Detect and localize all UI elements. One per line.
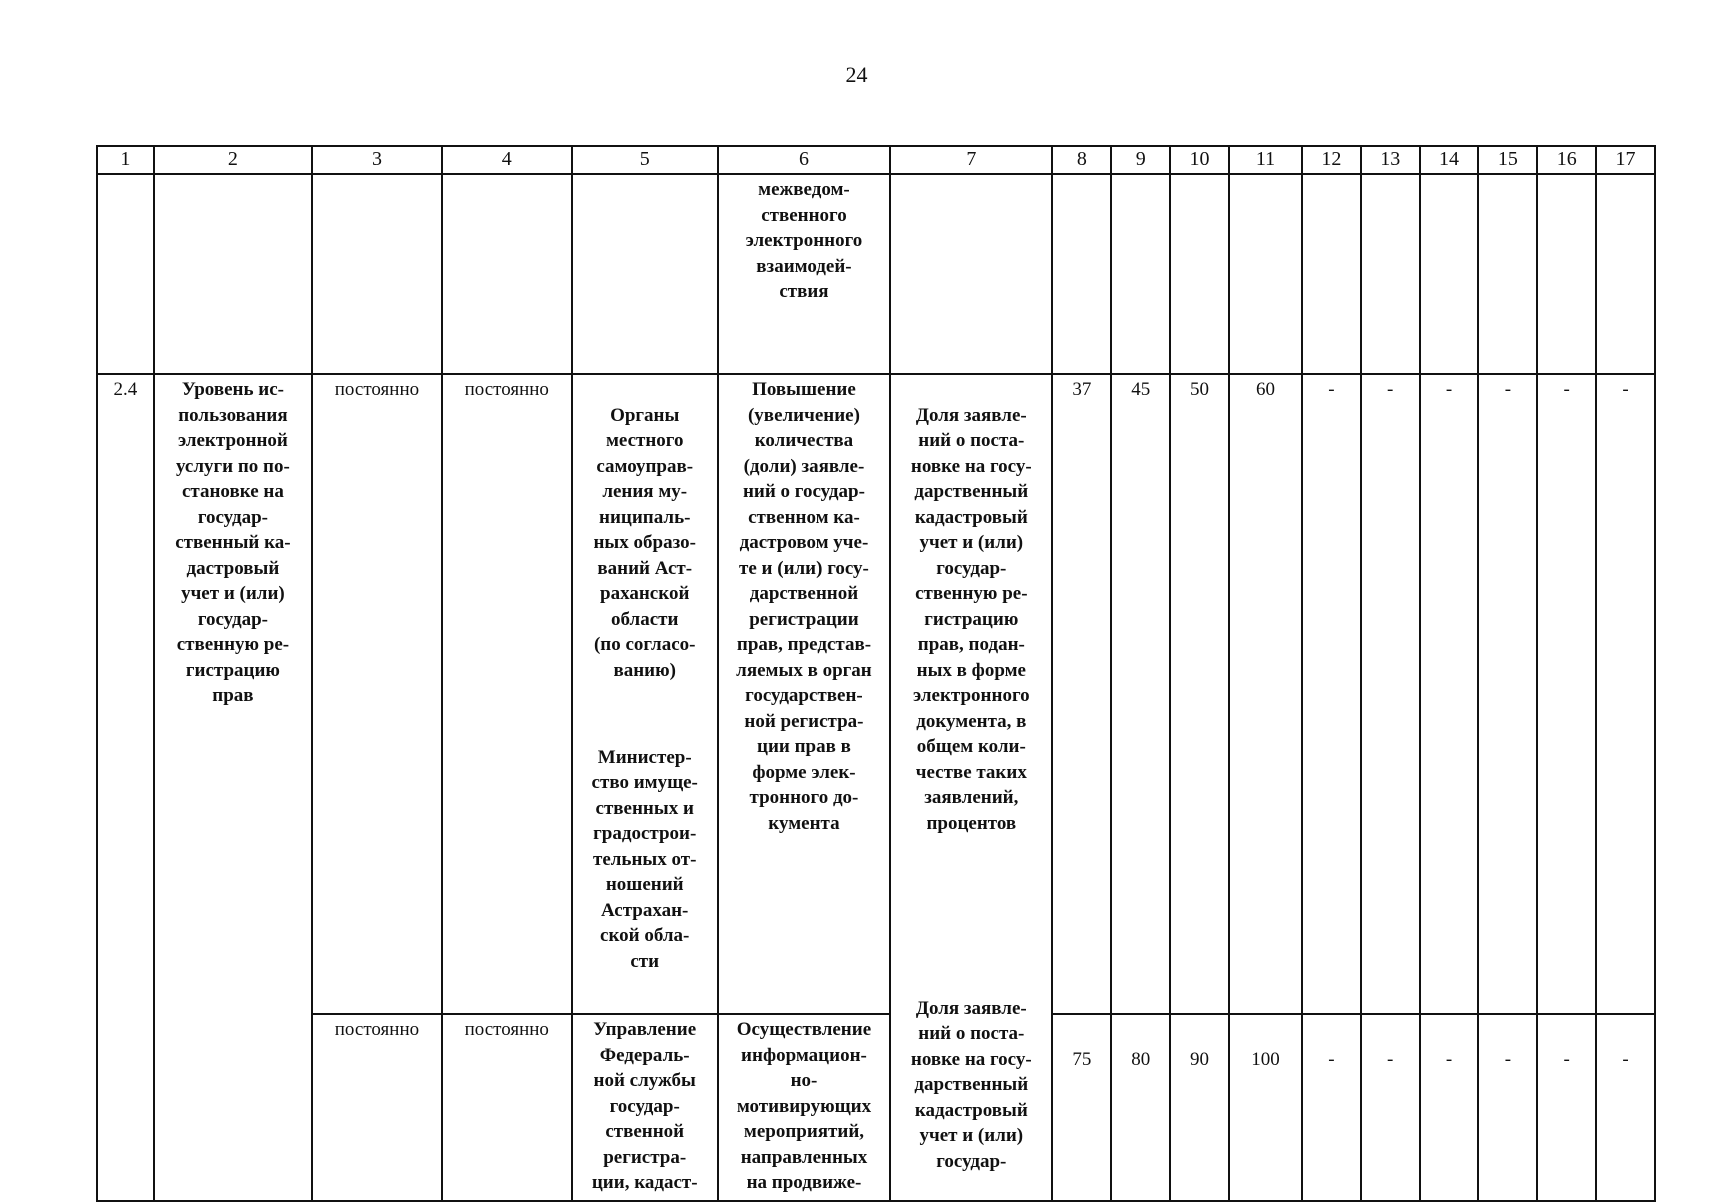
start-term-cell: постоянно [312,1014,442,1200]
continuation-text-cell: межведом- ственного электронного взаимодей- ствия [718,174,890,374]
spacer [577,683,713,719]
value-cell [1052,1014,1111,1200]
value-cell: - [1596,374,1655,1014]
header-cell: 8 [1052,146,1111,174]
page-number: 24 [845,62,868,87]
header-cell: 1 [97,146,154,174]
header-cell: 15 [1478,146,1537,174]
spacer [895,836,1047,970]
value-cell: 50 [1170,374,1229,1014]
table-cell [1537,174,1596,374]
table-cell [1596,174,1655,374]
table-cell [1052,174,1111,374]
value-cell [1361,1014,1420,1200]
continuation-row [97,174,1655,374]
value-cell: - [1478,374,1537,1014]
table-cell [1111,174,1170,374]
header-cell: 10 [1170,146,1229,174]
table-cell [1420,174,1479,374]
table-cell [1229,174,1302,374]
end-term-cell: постоянно [442,1014,572,1200]
measure-cell: Осуществление информацион- но- мотивирующих мероприятий, направленных на продвиже- [718,1014,890,1200]
table-row-2-4 [97,374,1655,1014]
value-cell [1229,1014,1302,1200]
value-text: - [1504,1049,1512,1071]
table-cell [1302,174,1361,374]
header-cell: 5 [572,146,718,174]
value-cell [1111,1014,1170,1200]
value-cell: - [1420,374,1479,1014]
table-cell [572,174,718,374]
value-text: - [1445,1049,1453,1071]
measure-cell: Повышение (увеличение) количества (доли) заявле- ний о государ- ственном ка- дастровом уче- те и (или) госу- дарственной регистрации прав, представ- ляемых в орган государствен- ной регистра- ции прав в форме элек- тронного до- кумента [718,374,890,1014]
header-cell: 3 [312,146,442,174]
header-cell: 7 [890,146,1052,174]
table-cell [890,174,1052,374]
header-cell: 12 [1302,146,1361,174]
header-row [97,146,1655,174]
value-cell [1596,1014,1655,1200]
value-cell: 60 [1229,374,1302,1014]
table-cell [442,174,572,374]
value-cell [1302,1014,1361,1200]
value-text: - [1328,1049,1335,1071]
value-cell: 45 [1111,374,1170,1014]
value-text: - [1563,1049,1570,1071]
value-text: 100 [1251,1049,1280,1071]
header-cell: 6 [718,146,890,174]
value-cell: - [1537,374,1596,1014]
value-cell [1478,1014,1537,1200]
executor-text-top: Органы местного самоуправ- ления му- ниципаль- ных образо- ваний Аст- раханской области (по согласо- ванию) [593,404,696,681]
indicators-table [96,145,1656,1202]
table-cell [1361,174,1420,374]
start-term-cell: постоянно [312,374,442,1014]
value-text: 80 [1131,1049,1151,1071]
table-cell [97,174,154,374]
executor-text-bottom: Министер- ство имуще- ственных и градострои- тельных от- ношений Астрахан- ской обла- сти [591,746,698,972]
value-text: 90 [1190,1049,1210,1071]
table-cell [1478,174,1537,374]
header-cell: 13 [1361,146,1420,174]
header-cell: 4 [442,146,572,174]
value-cell [1420,1014,1479,1200]
executor-cell [572,374,718,1014]
value-cell: - [1302,374,1361,1014]
executor-cell: Управление Федераль- ной службы государ- ственной регистра- ции, кадаст- [572,1014,718,1200]
header-cell: 11 [1229,146,1302,174]
indicator-name-cell: Уровень ис- пользования электронной услуги по по- становке на государ- ственный ка- дастровый учет и (или) государ- ственную ре- гистрацию прав [154,374,312,1201]
value-cell [1170,1014,1229,1200]
row-number-cell: 2.4 [97,374,154,1201]
value-text: - [1387,1049,1394,1071]
header-cell: 17 [1596,146,1655,174]
value-cell: 37 [1052,374,1111,1014]
value-cell [1537,1014,1596,1200]
indicator-text-top: Доля заявле- ний о поста- новке на госу- дарственный кадастровый учет и (или) государ- ственную ре- гистрацию прав, подан- ных в форме электронного документа, в общем коли- честве таких заявлений, процентов [910,404,1032,834]
indicator-text-bottom: Доля заявле- ний о поста- новке на госу- дарственный кадастровый учет и (или) государ- [910,997,1032,1172]
end-term-cell: постоянно [442,374,572,1014]
table-cell [154,174,312,374]
value-cell: - [1361,374,1420,1014]
header-cell: 16 [1537,146,1596,174]
header-cell: 14 [1420,146,1479,174]
value-text: - [1622,1049,1629,1071]
table-cell [312,174,442,374]
header-cell: 2 [154,146,312,174]
table-cell [1170,174,1229,374]
header-cell: 9 [1111,146,1170,174]
indicator-cell [890,374,1052,1201]
table-row-2-4-continued [97,1014,1655,1200]
value-text: 75 [1072,1049,1092,1071]
